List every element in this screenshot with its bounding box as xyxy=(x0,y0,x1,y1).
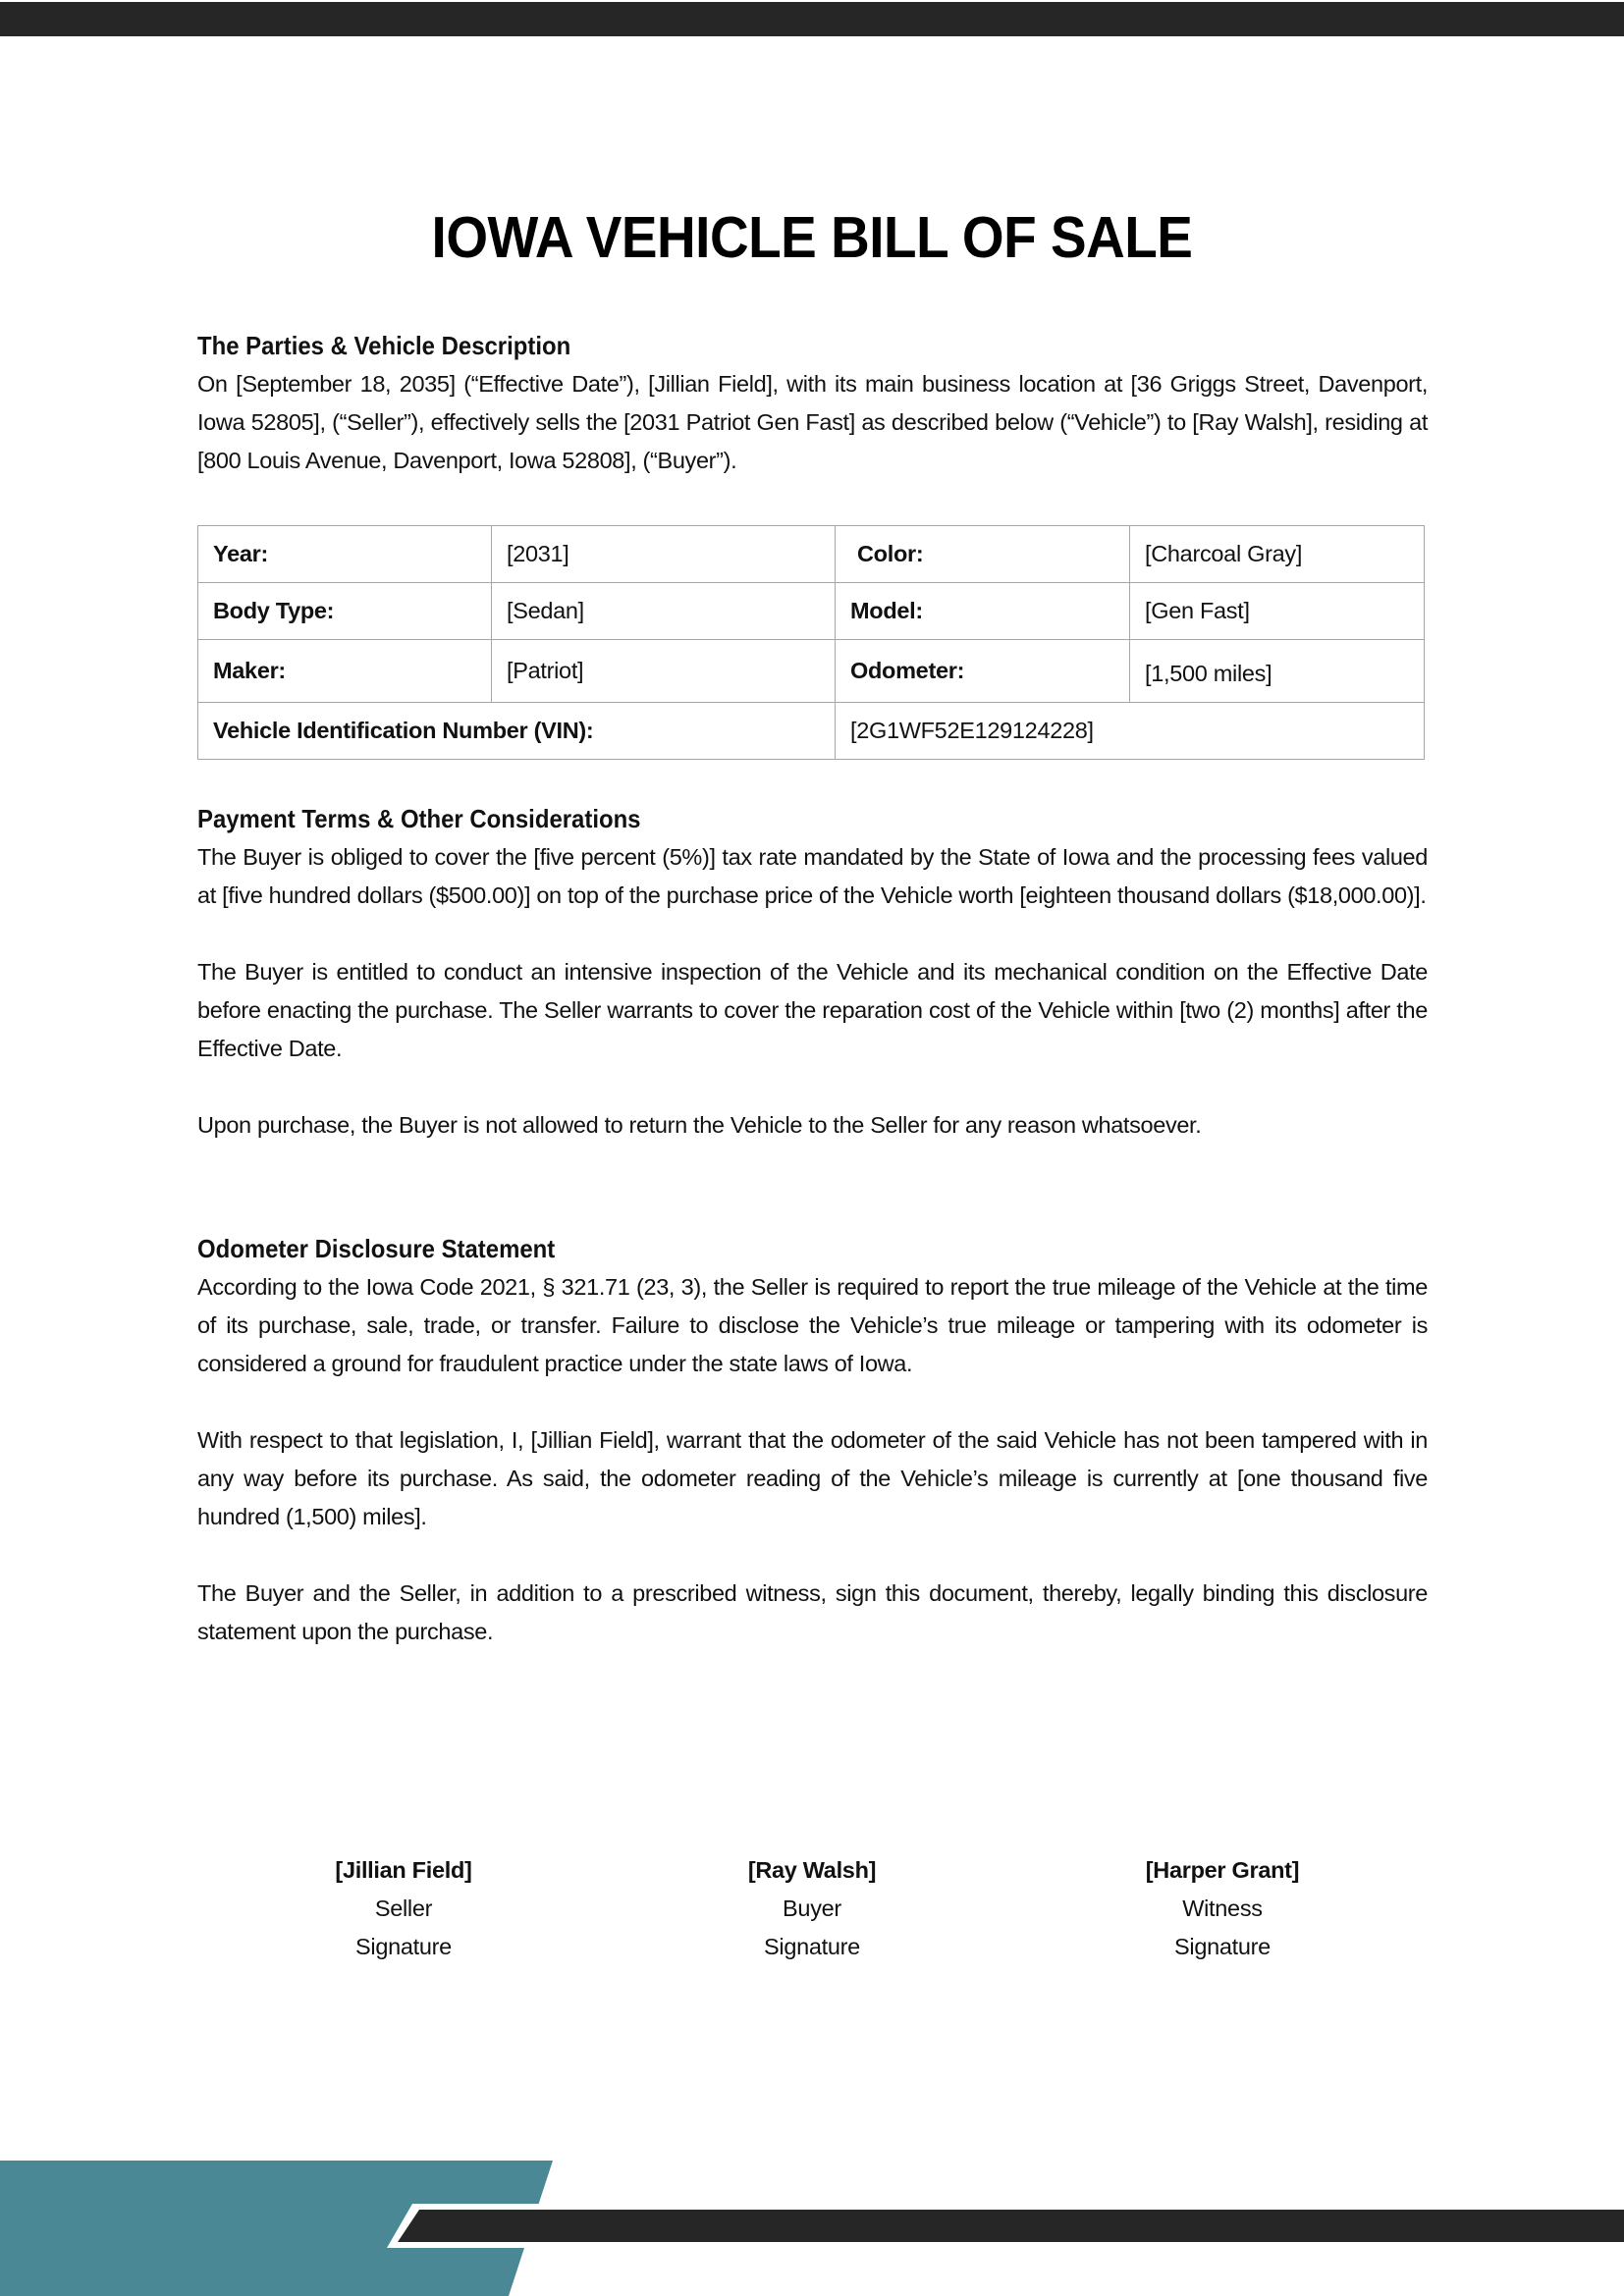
seller-role: Seller xyxy=(374,1896,433,1921)
odometer-value: [1,500 miles] xyxy=(1130,640,1425,703)
seller-signature-line[interactable]: Signature xyxy=(355,1934,452,1959)
payment-paragraph-1: The Buyer is obliged to cover the [five percent (5%)] tax rate mandated by the State of Iowa and the processing fees valued at [five hundred dollars ($500.00)] on top of the purchase price of the Vehicle worth [eighteen thousand dollars ($18,000.00)]. xyxy=(197,844,1428,908)
maker-label: Maker: xyxy=(198,640,492,703)
vin-value: [2G1WF52E129124228] xyxy=(836,703,1425,760)
buyer-name: [Ray Walsh] xyxy=(747,1857,877,1883)
section-odometer xyxy=(197,1230,1428,1651)
section-payment xyxy=(197,800,1428,1145)
vin-label: Vehicle Identification Number (VIN): xyxy=(198,703,836,760)
table-row xyxy=(198,703,1425,760)
witness-signature-line[interactable]: Signature xyxy=(1174,1934,1271,1959)
section-heading-parties: The Parties & Vehicle Description xyxy=(197,331,571,360)
vehicle-details-table xyxy=(197,525,1425,760)
odometer-paragraph-2: With respect to that legislation, I, [Jillian Field], warrant that the odometer of the said Vehicle has not been tampered with in any way before its purchase. As said, the odometer reading of the Vehicle’s mileage is currently at [one thousand five hundred (1,500) miles]. xyxy=(197,1427,1428,1529)
witness-role: Witness xyxy=(1182,1896,1263,1921)
parties-paragraph: On [September 18, 2035] (“Effective Date”), [Jillian Field], with its main business location at [36 Griggs Street, Davenport, Iowa 52805], (“Seller”), effectively sells the [2031 Patriot Gen Fast] as described below (“Vehicle”) to [Ray Walsh], residing at [800 Louis Avenue, Davenport, Iowa 52808], (“Buyer”). xyxy=(197,371,1428,473)
section-heading-odometer: Odometer Disclosure Statement xyxy=(197,1234,556,1263)
footer-decorative-shapes xyxy=(0,2155,1624,2296)
color-label: Color: xyxy=(836,526,1130,583)
buyer-role: Buyer xyxy=(783,1896,841,1921)
seller-name: [Jillian Field] xyxy=(335,1857,472,1883)
table-row xyxy=(198,583,1425,640)
model-value: [Gen Fast] xyxy=(1130,583,1425,640)
odometer-paragraph-1: According to the Iowa Code 2021, § 321.71 (23, 3), the Seller is required to report the true mileage of the Vehicle at the time of its purchase, sale, trade, or transfer. Failure to disclose the Vehicle’s true mileage or tampering with its odometer is considered a ground for fraudulent practice under the state laws of Iowa. xyxy=(197,1274,1428,1376)
year-value: [2031] xyxy=(492,526,836,583)
table-row xyxy=(198,640,1425,703)
body-type-label: Body Type: xyxy=(198,583,492,640)
signature-block-seller xyxy=(256,1851,551,1966)
odometer-label: Odometer: xyxy=(836,640,1130,703)
signature-block-buyer xyxy=(665,1851,959,1966)
signature-block-witness xyxy=(1075,1851,1370,1966)
document-title: IOWA VEHICLE BILL OF SALE xyxy=(431,205,1193,270)
buyer-signature-line[interactable]: Signature xyxy=(764,1934,860,1959)
color-value: [Charcoal Gray] xyxy=(1130,526,1425,583)
table-row xyxy=(198,526,1425,583)
year-label: Year: xyxy=(198,526,492,583)
footer-dark-bar xyxy=(398,2210,1624,2242)
payment-paragraph-2: The Buyer is entitled to conduct an intensive inspection of the Vehicle and its mechanical condition on the Effective Date before enacting the purchase. The Seller warrants to cover the reparation cost of the Vehicle within [two (2) months] after the Effective Date. xyxy=(197,959,1428,1061)
maker-value: [Patriot] xyxy=(492,640,836,703)
header-decorative-bar xyxy=(0,2,1624,36)
payment-paragraph-3: Upon purchase, the Buyer is not allowed to return the Vehicle to the Seller for any reason whatsoever. xyxy=(197,1112,1202,1138)
body-type-value: [Sedan] xyxy=(492,583,836,640)
section-parties xyxy=(197,327,1428,480)
section-heading-payment: Payment Terms & Other Considerations xyxy=(197,804,641,833)
odometer-paragraph-3: The Buyer and the Seller, in addition to a prescribed witness, sign this document, thereby, legally binding this disclosure statement upon the purchase. xyxy=(197,1580,1428,1644)
witness-name: [Harper Grant] xyxy=(1145,1857,1300,1883)
model-label: Model: xyxy=(836,583,1130,640)
